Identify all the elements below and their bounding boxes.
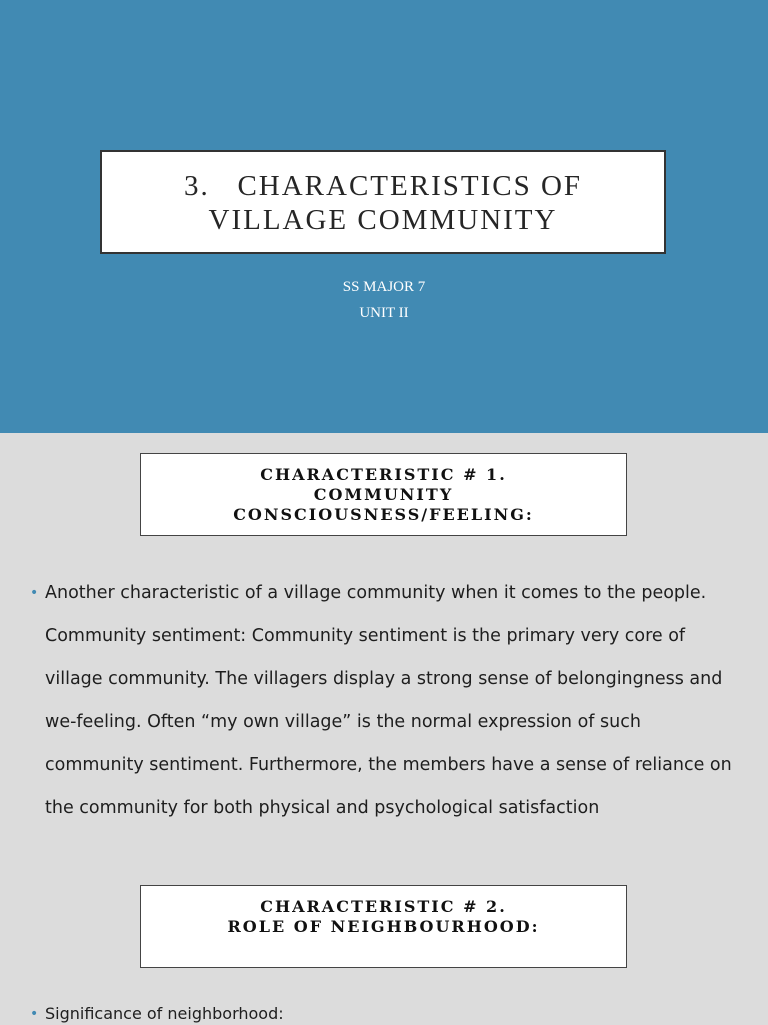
bullet-paragraph-2 xyxy=(30,1003,740,1025)
bullet-text-1: Another characteristic of a village community when it comes to the people. Community sentiment: Community sentiment is the primary very core of village community. The villagers display a strong sense of belongingness and we-feeling. Often “my own village” is the normal expression of such community sentiment. Furthermore, the members have a sense of reliance on the community for both physical and psychological satisfaction xyxy=(45,583,732,818)
bullet-paragraph-1 xyxy=(30,572,740,830)
heading-1-line-3: CONSCIOUSNESS/FEELING: xyxy=(233,505,534,524)
heading-2-line-1: CHARACTERISTIC # 2. xyxy=(260,897,507,916)
slide-title: 3. CHARACTERISTICS OF VILLAGE COMMUNITY xyxy=(183,170,583,236)
heading-1-line-2: COMMUNITY xyxy=(313,485,454,504)
heading-1-line-1: CHARACTERISTIC # 1. xyxy=(260,465,507,484)
heading-box-1 xyxy=(140,453,627,536)
heading-box-2 xyxy=(140,885,627,968)
subtitle-unit: UNIT II xyxy=(359,305,409,321)
title-box xyxy=(100,150,666,254)
title-slide xyxy=(0,0,768,433)
content-slide xyxy=(0,433,768,1024)
heading-2-line-2: ROLE OF NEIGHBOURHOOD: xyxy=(227,917,540,936)
bullet-marker: • xyxy=(30,1006,39,1022)
bullet-text-2: Significance of neighborhood: xyxy=(45,1004,284,1023)
subtitle-course: SS MAJOR 7 xyxy=(342,279,426,295)
bullet-marker: • xyxy=(30,585,39,601)
